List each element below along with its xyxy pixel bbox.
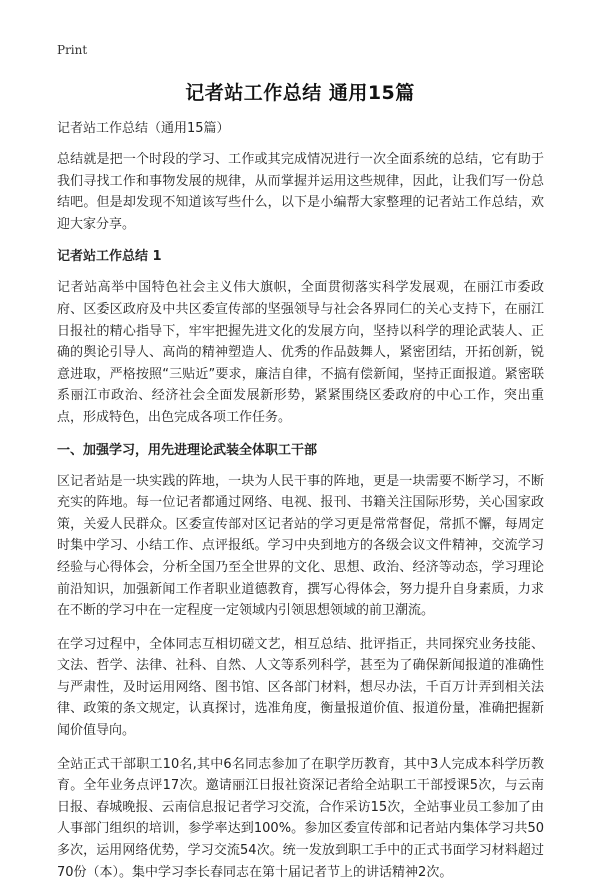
print-label: Print [57, 43, 88, 57]
document-subtitle: 记者站工作总结（通用15篇） [57, 121, 230, 136]
body-paragraph-3: 在学习过程中，全体同志互相切磋文艺，相互总结、批评指正，共同探究业务技能、文法、哲学、法律、社科、自然、人文等系列科学，甚至为了确保新闻报道的准确性与严肃性，及时运用网络、图书馆、区各部门材料，想尽办法，千百万计弄到相关法律、政策的条文规定，认真探讨，选准角度，衡量报道价值、报道份量，准确把握新闻价值导向。 [57, 636, 544, 739]
intro-paragraph: 总结就是把一个时段的学习、工作或其完成情况进行一次全面系统的总结，它有助于我们寻找工作和事物发展的规律，从而掌握并运用这些规律，因此，让我们写一份总结吧。但是却发现不知道该写些什么，以下是小编帮大家整理的记者站工作总结，欢迎大家分享。 [57, 152, 544, 232]
section-heading: 记者站工作总结 1 [57, 249, 162, 265]
body-paragraph-2: 区记者站是一块实践的阵地，一块为人民干事的阵地，更是一块需要不断学习，不断充实的阵地。每一位记者都通过网络、电视、报刊、书籍关注国际形势，关心国家政策，关爱人民群众。区委宣传部对区记者站的学习更是常常督促，常抓不懈，每周定时集中学习、小结工作、点评报纸。学习中央到地方的各级会议文件精神，交流学习经验与心得体会，分析全国乃至全世界的文化、思想、政治、经济等动态，学习理论前沿知识，加强新闻工作者职业道德教育，撰写心得体会，努力提升自身素质，力求在不断的学习中在一定程度一定领域内引领思想领域的前卫潮流。 [57, 473, 544, 619]
subsection-heading: 一、加强学习，用先进理论武装全体职工干部 [57, 442, 318, 458]
body-paragraph-4: 全站正式干部职工10名,其中6名同志参加了在职学历教育，其中3人完成本科学历教育。全年业务点评17次。邀请丽江日报社资深记者给全站职工干部授课5次，与云南日报、春城晚报、云南信息报记者学习交流，合作采访15次，全站事业员工参加了由人事部门组织的培训，参学率达到100%。参加区委宣传部和记者站内集体学习共50多次，运用网络优势，学习交流54次。统一发放到职工手中的正式书面学习材料超过70份（本）。集中学习李长春同志在第十届记者节上的讲话精神2次。 [57, 756, 544, 880]
page-title: 记者站工作总结 通用15篇 [185, 82, 415, 104]
section-paragraph: 记者站高举中国特色社会主义伟大旗帜，全面贯彻落实科学发展观，在丽江市委政府、区委区政府及中共区委宣传部的坚强领导与社会各界同仁的关心支持下，在丽江日报社的精心指导下，牢牢把握先进文化的发展方向，坚持以科学的理论武装人、正确的舆论引导人、高尚的精神塑造人、优秀的作品鼓舞人，紧密团结，开拓创新，锐意进取，严格按照“三贴近”要求，廉洁自律，不搞有偿新闻，坚持正面报道。紧密联系丽江市政治、经济社会全面发展新形势，紧紧围绕区委政府的中心工作，突出重点，形成特色，出色完成各项工作任务。 [57, 280, 544, 425]
document-body [57, 119, 544, 895]
